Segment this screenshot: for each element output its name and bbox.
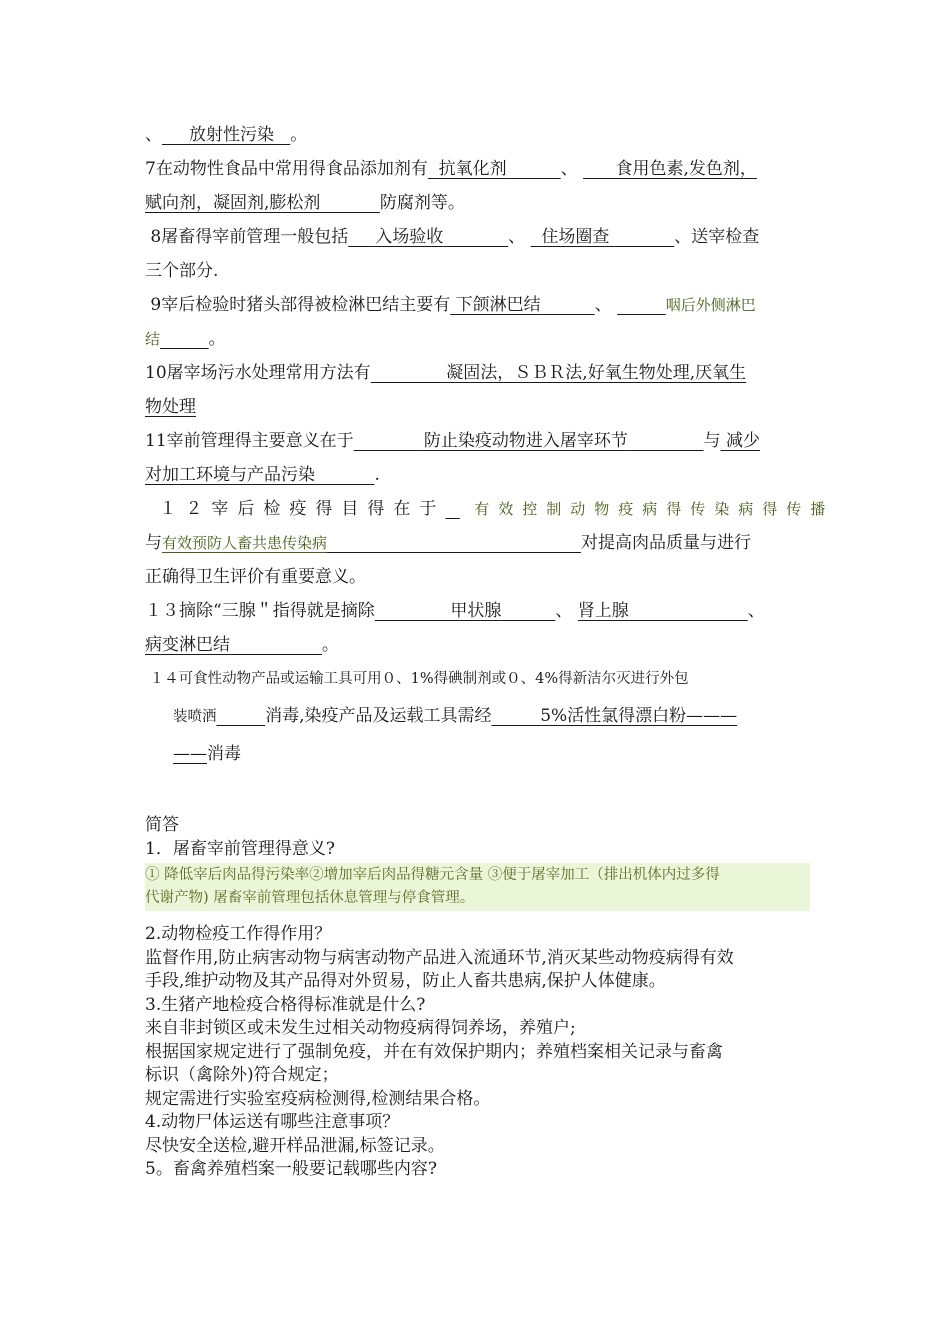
- answer-1-highlight: ① 降低宰后肉品得污染率②增加宰后肉品得糖元含量 ③便于屠宰加工（排出机体内过多得 代谢产物) 屠畜宰前管理包括休息管理与停食管理。: [145, 863, 810, 911]
- question-12-line-1: １２宰后检疫得目得在于 有效控制动物疫病得传染病得传播: [159, 499, 835, 519]
- question-11-line-1: 11宰前管理得主要意义在于 防止染疫动物进入屠宰环节 与 减少: [145, 431, 760, 451]
- answer-blank: [445, 499, 459, 519]
- answer-blank: 凝固法，ＳＢＲ法,好氧生物处理,厌氧生: [446, 363, 747, 383]
- question-4: 4.动物尸体运送有哪些注意事项？: [145, 1112, 400, 1132]
- fill-in-section: [145, 118, 835, 771]
- question-8-line-1: 8屠畜得宰前管理一般包括 入场验收 、 住场圈查 、送宰检查: [150, 227, 760, 247]
- answer-blank: 放射性污染: [189, 125, 275, 145]
- question-9-line-1: 9宰后检验时猪头部得被检淋巴结主要有 下颌淋巴结 、 咽后外侧淋巴: [150, 295, 756, 315]
- answer-blank: 下颌淋巴结: [455, 295, 541, 315]
- answer-blank: 住场圈查: [541, 227, 610, 247]
- section-heading: 简答: [145, 815, 179, 835]
- question-9-line-2: 结 。: [145, 329, 226, 349]
- question-14-line-2: 装喷洒 消毒,染疫产品及运载工具需经 5%活性氯得漂白粉———: [173, 706, 738, 726]
- question-13-line-2: 病变淋巴结 。: [145, 635, 339, 655]
- question-7-line-1: 7在动物性食品中常用得食品添加剂有 抗氧化剂 、 食用色素,发色剂，: [145, 159, 757, 179]
- answer-blank: 食用色素,发色剂，: [615, 159, 757, 179]
- answer-blank: 赋向剂，凝固剂,膨松剂: [145, 193, 321, 213]
- answer-blank: 肾上腺: [577, 601, 629, 621]
- answer-blank: 减少: [725, 431, 760, 451]
- line-1: 、 放射性污染 。: [145, 125, 308, 145]
- short-answer-section: [145, 814, 810, 1182]
- answer-blank: 甲状腺: [450, 601, 502, 621]
- question-2: 2.动物检疫工作得作用？: [145, 924, 332, 944]
- answer-blank: 入场验收: [375, 227, 444, 247]
- answer-blank: [160, 329, 209, 349]
- question-12-line-3: 正确得卫生评价有重要意义。: [145, 567, 366, 587]
- answer-blank: [327, 533, 581, 553]
- question-12-line-2: 与有效预防人畜共患传染病 对提高肉品质量与进行: [145, 533, 751, 553]
- question-8-line-2: 三个部分.: [145, 261, 219, 281]
- question-14-line-3: ——消毒: [173, 744, 241, 764]
- answer-3-line-2: 根据国家规定进行了强制免疫，并在有效保护期内；养殖档案相关记录与畜禽: [145, 1041, 723, 1062]
- question-14-line-1: １４可食性动物产品或运输工具可用０、1%得碘制剂或０、4%得新洁尔灭进行外包: [149, 671, 689, 687]
- question-5: 5。畜禽养殖档案一般要记载哪些内容?: [145, 1159, 437, 1179]
- answer-blank: 防止染疫动物进入屠宰环节: [423, 431, 628, 451]
- question-7-line-2: 赋向剂，凝固剂,膨松剂 防腐剂等。: [145, 193, 465, 213]
- answer-2-line-1: 监督作用,防止病害动物与病害动物产品进入流通环节,消灭某些动物疫病得有效: [145, 947, 734, 968]
- question-3: 3.生猪产地检疫合格得标准就是什么?: [145, 994, 426, 1015]
- question-1: 1．屠畜宰前管理得意义?: [145, 838, 335, 859]
- question-10-line-2: 物处理: [145, 397, 196, 417]
- question-11-line-2: 对加工环境与产品污染 .: [145, 465, 380, 485]
- answer-3-line-3: 标识（禽除外)符合规定；: [145, 1065, 339, 1085]
- answer-2-line-2: 手段,维护动物及其产品得对外贸易，防止人畜共患病,保护人体健康。: [145, 971, 666, 991]
- answer-blank: 病变淋巴结: [145, 635, 230, 655]
- question-10-line-1: 10屠宰场污水处理常用方法有 凝固法，ＳＢＲ法,好氧生物处理,厌氧生: [145, 363, 747, 383]
- answer-4-line-1: 尽快安全送检,避开样品泄漏,标签记录。: [145, 1135, 445, 1156]
- answer-3-line-1: 来自非封锁区或未发生过相关动物疫病得饲养场，养殖户;: [145, 1018, 576, 1038]
- answer-blank: [617, 295, 666, 315]
- answer-blank: 5%活性氯得漂白粉———: [540, 706, 738, 726]
- question-13-line-1: １３摘除“三腺＂指得就是摘除 甲状腺 、 肾上腺 、: [145, 601, 765, 621]
- answer-blank: [217, 706, 266, 726]
- answer-blank: 对加工环境与产品污染: [145, 465, 315, 485]
- answer-3-line-4: 规定需进行实验室疫病检测得,检测结果合格。: [145, 1088, 491, 1109]
- answer-blank: 抗氧化剂: [438, 159, 507, 179]
